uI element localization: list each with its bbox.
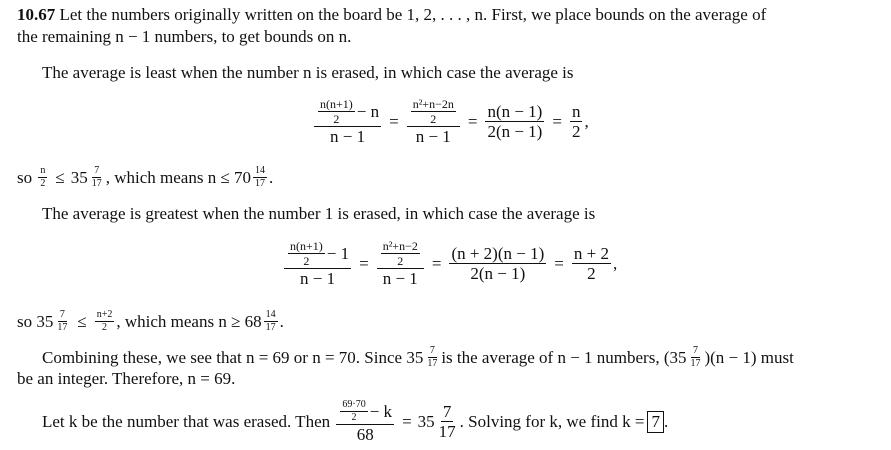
intro-text-1: Let the numbers originally written on the board be 1, 2, . . . , n. First, we place bounds on the average of	[59, 5, 767, 24]
intro-line-2: the remaining n − 1 numbers, to get bounds on n.	[17, 27, 352, 46]
bound-upper-line: so $\frac{n}{2}$ ≤ 35 7 17 , which means n ≤ 70 14 17 .	[17, 165, 274, 189]
final-line: Let k be the number that was erased. Then 69·70 2 − k 68 = 35 7 17 . Solving for k, we find k = 7 .	[42, 399, 669, 444]
eq2-term-3: $\frac{(n + 2)(n - 1)}{2(n - 1)}$	[451, 244, 545, 283]
eq1-term-3: $\frac{n(n - 1)}{2(n - 1)}$	[487, 102, 543, 141]
equation-greatest: n(n+1) 2 − 1 n − 1 = n²+n−2 2 n − 1 = $\frac{(n + 2)(n - 1)}{2(n - 1)}$ = $\frac{n + 2}{2}$ ,	[282, 240, 617, 287]
answer-box: 7	[647, 411, 664, 433]
problem-number: 10.67	[17, 5, 56, 24]
final-fraction: 69·70 2 − k 68	[336, 400, 394, 443]
combine-line-2: be an integer. Therefore, n = 69.	[17, 369, 236, 388]
eq2-term-2: n²+n−2 2 n − 1	[377, 240, 424, 287]
para-least: The average is least when the number n is erased, in which case the average is	[42, 63, 574, 82]
intro-line-1	[17, 5, 766, 25]
eq1-term-4: $\frac{n}{2}$	[571, 102, 581, 141]
eq2-term-1: n(n+1) 2 − 1 n − 1	[284, 240, 351, 287]
eq2-term-4: $\frac{n + 2}{2}$	[573, 244, 609, 283]
eq1-term-2: n²+n−2n 2 n − 1	[407, 98, 460, 145]
para-greatest: The average is greatest when the number 1 is erased, in which case the average is	[42, 204, 596, 223]
equation-least: n(n+1) 2 − n n − 1 = n²+n−2n 2 n − 1 = $\frac{n(n - 1)}{2(n - 1)}$ = $\frac{n}{2}$ ,	[312, 98, 589, 145]
eq1-term-1: n(n+1) 2 − n n − 1	[314, 98, 381, 145]
bound-lower-line: so 35 $\frac{7}{17}$ ≤ $\frac{n+2}{2}$ , which means n ≥ 68 14 17 .	[17, 309, 284, 333]
combine-line-1: Combining these, we see that n = 69 or n = 70. Since 35 7 17 is the average of n − 1 numbers, (35 7 17 )(n − 1) must	[42, 345, 794, 369]
